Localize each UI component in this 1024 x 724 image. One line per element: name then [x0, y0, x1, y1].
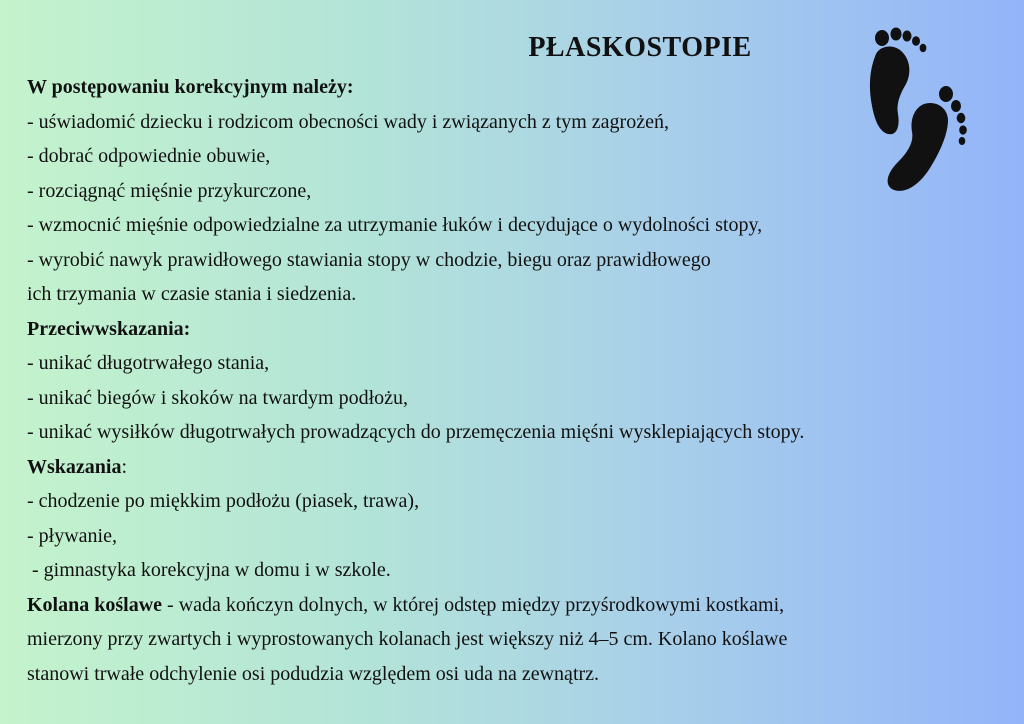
- list-item: - rozciągnąć mięśnie przykurczone,: [27, 179, 312, 202]
- list-item: - wyrobić nawyk prawidłowego stawiania stopy w chodzie, biegu oraz prawidłowego: [27, 248, 711, 271]
- list-item: - unikać biegów i skoków na twardym podłożu,: [27, 386, 409, 409]
- list-item: - pływanie,: [27, 524, 117, 547]
- list-item: - gimnastyka korekcyjna w domu i w szkole.: [27, 559, 391, 581]
- list-item: - unikać długotrwałego stania,: [27, 352, 270, 374]
- section-heading-indications-line: [27, 450, 1007, 485]
- list-item: - chodzenie po miękkim podłożu (piasek, trawa),: [27, 490, 420, 512]
- list-item: - wzmocnić mięśnie odpowiedzialne za utrzymanie łuków i decydujące o wydolności stopy,: [27, 214, 763, 236]
- definition-text: mierzony przy zwartych i wyprostowanych kolanach jest większy niż 4–5 cm. Kolano koślawe: [27, 628, 788, 650]
- content: [27, 70, 1007, 691]
- definition-line: [27, 588, 1007, 623]
- definition-term: Kolana koślawe: [27, 593, 163, 616]
- definition-text: stanowi trwałe odchylenie osi podudzia względem osi uda na zewnątrz.: [27, 662, 600, 685]
- heading-colon: :: [121, 455, 128, 478]
- section-heading-contraindications: Przeciwwskazania:: [27, 317, 191, 340]
- list-item: - uświadomić dziecku i rodzicom obecności wady i związanych z tym zagrożeń,: [27, 110, 669, 133]
- definition-text: - wada kończyn dolnych, w której odstęp między przyśrodkowymi kostkami,: [162, 593, 785, 616]
- list-item: - dobrać odpowiednie obuwie,: [27, 145, 271, 167]
- section-heading-correction: W postępowaniu korekcyjnym należy:: [27, 76, 354, 98]
- page-title: PŁASKOSTOPIE: [528, 32, 752, 63]
- list-item: - unikać wysiłków długotrwałych prowadzących do przemęczenia mięśni wysklepiających stopy.: [27, 421, 805, 443]
- list-item: ich trzymania w czasie stania i siedzenia.: [27, 283, 357, 305]
- section-heading-indications: Wskazania: [27, 455, 122, 478]
